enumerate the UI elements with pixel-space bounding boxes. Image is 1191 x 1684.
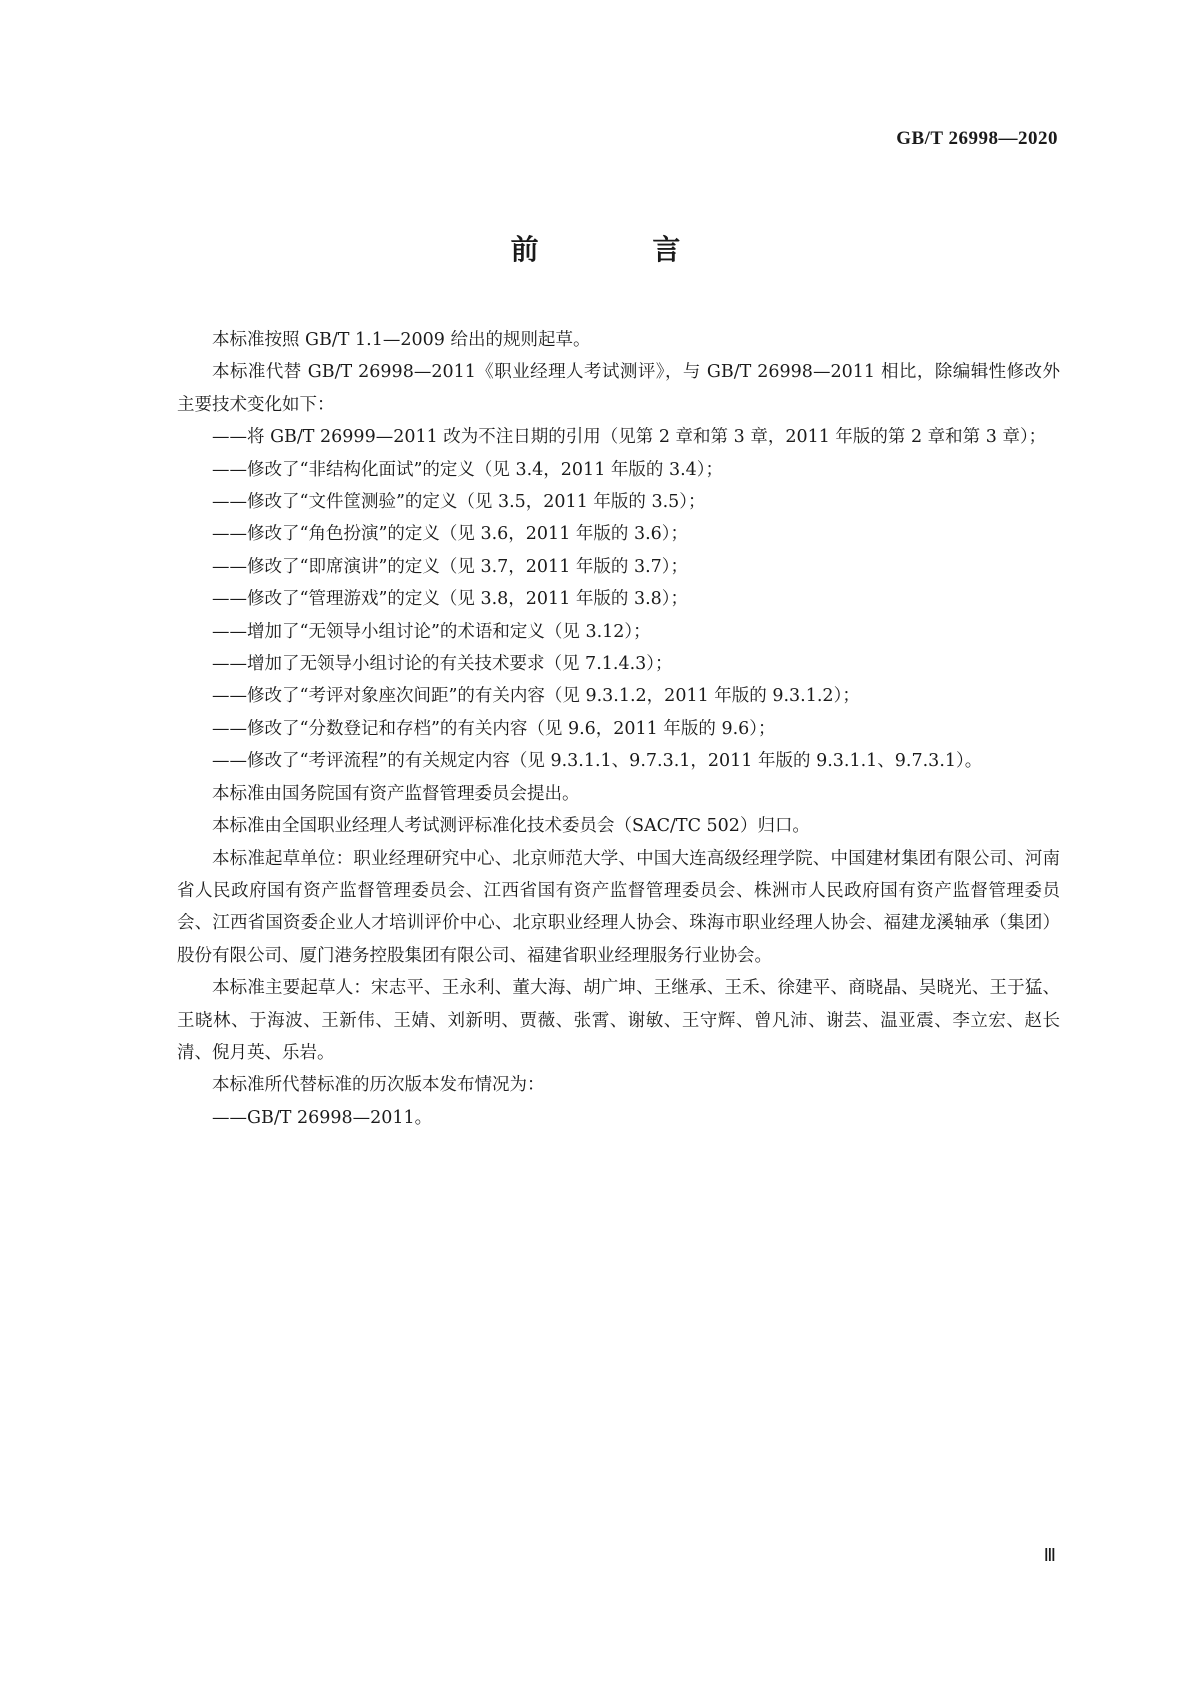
change-item: ——修改了“考评对象座次间距”的有关内容（见 9.3.1.2，2011 年版的 9.3.1.2）； (212, 686, 860, 707)
change-item: ——修改了“角色扮演”的定义（见 3.6，2011 年版的 3.6）； (212, 524, 689, 545)
paragraph-committee: 本标准由全国职业经理人考试测评标准化技术委员会（SAC/TC 502）归口。 (212, 816, 810, 837)
change-item: ——修改了“即席演讲”的定义（见 3.7，2011 年版的 3.7）； (212, 556, 689, 577)
change-item: ——修改了“考评流程”的有关规定内容（见 9.3.1.1、9.7.3.1，2011 年版的 9.3.1.1、9.7.3.1）。 (212, 751, 983, 772)
change-item: ——增加了无领导小组讨论的有关技术要求（见 7.1.4.3）； (212, 654, 673, 675)
document-body (177, 324, 1060, 1134)
page-number: Ⅲ (1043, 1545, 1056, 1565)
paragraph-replacement: 本标准代替 GB/T 26998—2011《职业经理人考试测评》，与 GB/T 26998—2011 相比，除编辑性修改外主要技术变化如下： (177, 362, 1060, 415)
paragraph-proposer: 本标准由国务院国有资产监督管理委员会提出。 (212, 783, 580, 804)
change-item: ——修改了“文件筐测验”的定义（见 3.5，2011 年版的 3.5）； (212, 492, 706, 513)
history-item: ——GB/T 26998—2011。 (212, 1107, 433, 1128)
paragraph-drafting-units: 本标准起草单位：职业经理研究中心、北京师范大学、中国大连高级经理学院、中国建材集团有限公司、河南省人民政府国有资产监督管理委员会、江西省国有资产监督管理委员会、株洲市人民政府国有资产监督管理委员会、江西省国资委企业人才培训评价中心、北京职业经理人协会、珠海市职业经理人协会、福建龙溪轴承（集团）股份有限公司、厦门港务控股集团有限公司、福建省职业经理服务行业协会。 (177, 848, 1060, 966)
paragraph-history-intro: 本标准所代替标准的历次版本发布情况为： (212, 1075, 545, 1096)
change-item: ——修改了“分数登记和存档”的有关内容（见 9.6，2011 年版的 9.6）； (212, 718, 776, 739)
change-item: ——修改了“非结构化面试”的定义（见 3.4，2011 年版的 3.4）； (212, 459, 724, 480)
document-code: GB/T 26998—2020 (896, 128, 1058, 149)
page-title: 前 言 (510, 233, 733, 266)
change-item: ——修改了“管理游戏”的定义（见 3.8，2011 年版的 3.8）； (212, 589, 689, 610)
paragraph-drafters: 本标准主要起草人：宋志平、王永利、董大海、胡广坤、王继承、王禾、徐建平、商晓晶、吴晓光、王于猛、王晓林、于海波、王新伟、王婧、刘新明、贾薇、张霄、谢敏、王守辉、曾凡沛、谢芸、温亚震、李立宏、赵长清、倪月英、乐岩。 (177, 978, 1060, 1063)
paragraph-drafting-rules: 本标准按照 GB/T 1.1—2009 给出的规则起草。 (212, 330, 591, 350)
change-item: ——将 GB/T 26999—2011 改为不注日期的引用（见第 2 章和第 3 章，2011 年版的第 2 章和第 3 章）； (212, 427, 1047, 448)
change-item: ——增加了“无领导小组讨论”的术语和定义（见 3.12）； (212, 621, 651, 642)
